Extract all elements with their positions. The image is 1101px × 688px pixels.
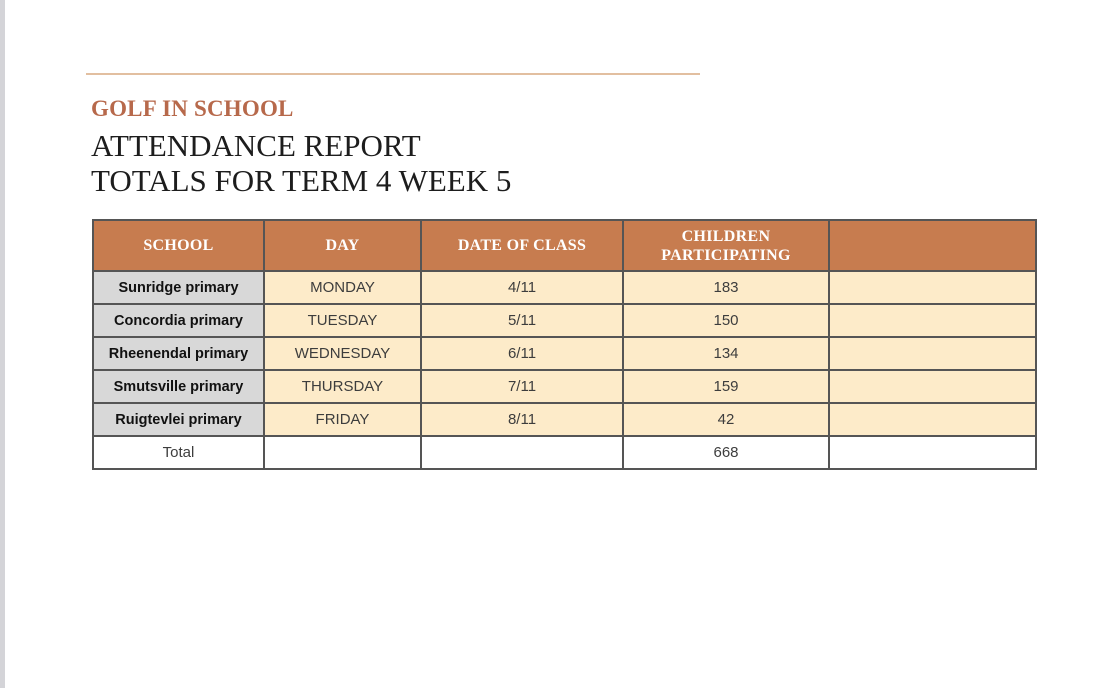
table-row: [93, 370, 1036, 403]
page-left-edge: [0, 0, 5, 688]
cell-total-extra: [829, 436, 1036, 469]
cell-total-label: Total: [93, 436, 264, 469]
cell-day: WEDNESDAY: [264, 337, 421, 370]
cell-total-day: [264, 436, 421, 469]
cell-children: 42: [623, 403, 829, 436]
cell-school: Concordia primary: [93, 304, 264, 337]
report-title-line-1: ATTENDANCE REPORT: [91, 128, 421, 163]
cell-children: 150: [623, 304, 829, 337]
cell-extra: [829, 370, 1036, 403]
cell-day: TUESDAY: [264, 304, 421, 337]
column-header-day: DAY: [264, 220, 421, 271]
column-header-school: SCHOOL: [93, 220, 264, 271]
cell-date: 8/11: [421, 403, 623, 436]
cell-school: Smutsville primary: [93, 370, 264, 403]
table-row: [93, 403, 1036, 436]
cell-date: 5/11: [421, 304, 623, 337]
cell-extra: [829, 271, 1036, 304]
cell-children: 134: [623, 337, 829, 370]
cell-extra: [829, 304, 1036, 337]
column-header-date: DATE OF CLASS: [421, 220, 623, 271]
column-header-blank: [829, 220, 1036, 271]
cell-date: 6/11: [421, 337, 623, 370]
cell-school: Sunridge primary: [93, 271, 264, 304]
cell-school: Ruigtevlei primary: [93, 403, 264, 436]
cell-children: 159: [623, 370, 829, 403]
table-row: [93, 337, 1036, 370]
cell-day: MONDAY: [264, 271, 421, 304]
cell-extra: [829, 337, 1036, 370]
cell-day: FRIDAY: [264, 403, 421, 436]
table-row: [93, 304, 1036, 337]
table-header-row: [93, 220, 1036, 271]
table-row: [93, 271, 1036, 304]
column-header-children: CHILDREN PARTICIPATING: [623, 220, 829, 271]
cell-children: 183: [623, 271, 829, 304]
attendance-table: [92, 219, 1037, 470]
cell-extra: [829, 403, 1036, 436]
cell-total-date: [421, 436, 623, 469]
cell-date: 4/11: [421, 271, 623, 304]
report-title: [91, 128, 511, 198]
table-total-row: [93, 436, 1036, 469]
header-rule: [86, 73, 700, 75]
cell-total-children: 668: [623, 436, 829, 469]
cell-date: 7/11: [421, 370, 623, 403]
cell-day: THURSDAY: [264, 370, 421, 403]
cell-school: Rheenendal primary: [93, 337, 264, 370]
report-kicker: GOLF IN SCHOOL: [91, 96, 294, 121]
report-title-line-2: TOTALS FOR TERM 4 WEEK 5: [91, 163, 512, 198]
